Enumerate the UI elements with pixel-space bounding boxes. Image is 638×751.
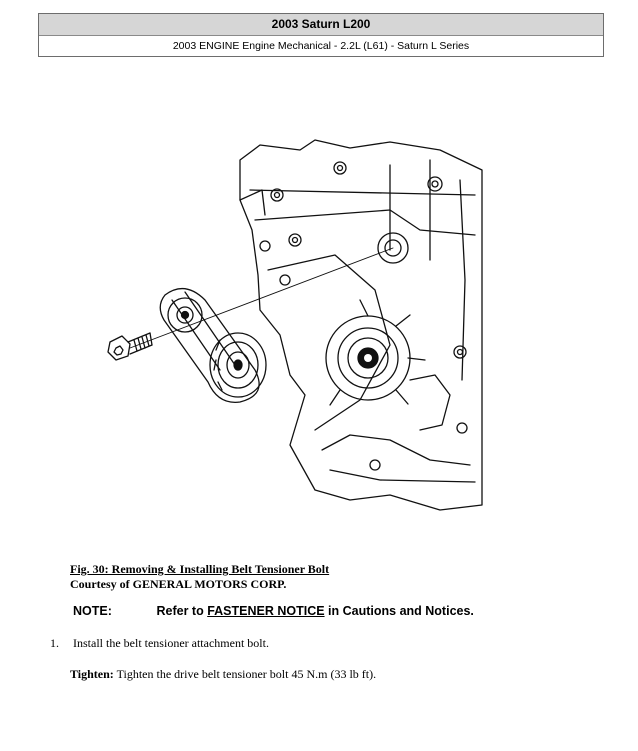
step-number: 1. xyxy=(50,636,59,650)
tighten-text: Tighten the drive belt tensioner bolt 45 N.m (33 lb ft). xyxy=(116,667,377,681)
step-text: Install the belt tensioner attachment bolt. xyxy=(73,636,269,650)
fastener-note xyxy=(73,604,474,618)
figure-caption-credit: Courtesy of GENERAL MOTORS CORP. xyxy=(70,577,287,591)
document-title: 2003 Saturn L200 xyxy=(39,14,603,36)
procedure-step xyxy=(50,636,269,651)
note-label: NOTE: xyxy=(73,604,112,618)
document-header xyxy=(38,13,604,57)
figure-caption xyxy=(70,562,329,592)
note-text-after: in Cautions and Notices. xyxy=(328,604,474,618)
tighten-spec xyxy=(70,667,376,682)
figure-caption-title: Fig. 30: Removing & Installing Belt Tensioner Bolt xyxy=(70,562,330,576)
document-subtitle: 2003 ENGINE Engine Mechanical - 2.2L (L61) - Saturn L Series xyxy=(39,36,603,56)
fastener-notice-link[interactable]: FASTENER NOTICE xyxy=(207,604,325,618)
tighten-label: Tighten: xyxy=(70,667,114,681)
note-text-before: Refer to xyxy=(156,604,208,618)
belt-tensioner-illustration xyxy=(90,120,492,520)
